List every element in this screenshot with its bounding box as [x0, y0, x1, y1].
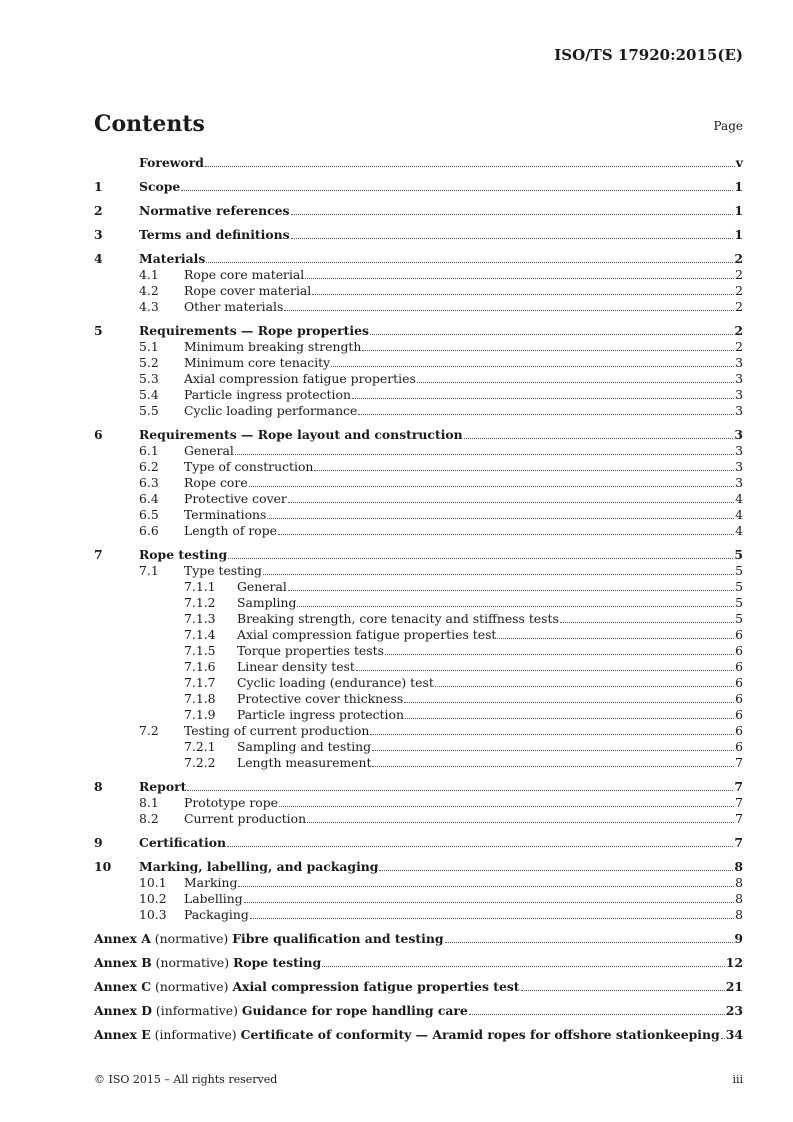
dot-leader — [362, 347, 734, 351]
annex-type: (normative) — [155, 979, 229, 994]
toc-entry-number: 6.3 — [139, 475, 159, 490]
annex-type: (normative) — [155, 955, 230, 970]
toc-entry-title: Marking — [184, 875, 238, 890]
toc-entry-page: 2 — [734, 251, 743, 266]
toc-entry-page: 2 — [734, 323, 743, 338]
toc-entry-title: Current production — [184, 811, 307, 826]
toc-entry-title: General — [184, 443, 234, 458]
toc-entry[interactable] — [94, 459, 743, 475]
dot-leader — [249, 483, 734, 487]
toc-entry-page: 3 — [735, 459, 743, 474]
dot-leader — [372, 747, 734, 751]
toc-entry-number: 8.1 — [139, 795, 159, 810]
page-column-label: Page — [713, 119, 743, 133]
toc-entry-number: 6.1 — [139, 443, 159, 458]
annex-title: Fibre qualification and testing — [232, 931, 444, 946]
dot-leader — [356, 667, 734, 671]
toc-entry[interactable] — [94, 707, 743, 723]
toc-entry-number: 5.3 — [139, 371, 159, 386]
toc-entry-title: Particle ingress protection — [184, 387, 351, 402]
toc-entry-number: 7.1.1 — [184, 579, 216, 594]
toc-entry[interactable] — [94, 611, 743, 627]
dot-leader — [244, 899, 734, 903]
annex-type: (informative) — [155, 1003, 238, 1018]
toc-entry-title: Breaking strength, core tenacity and stiffness tests — [237, 611, 559, 626]
dot-leader — [288, 499, 734, 503]
toc-entry-title: Axial compression fatigue properties — [184, 371, 416, 386]
dot-leader — [238, 883, 734, 887]
dot-leader — [370, 331, 733, 335]
dot-leader — [291, 235, 734, 239]
toc-entry-page: 6 — [735, 691, 743, 706]
dot-leader — [560, 619, 734, 623]
annex-entry[interactable] — [94, 931, 743, 947]
toc-entry[interactable] — [94, 267, 743, 283]
toc-entry-page: 1 — [734, 227, 743, 242]
toc-entry-number: 10 — [94, 859, 112, 874]
toc-entry-number: 5.4 — [139, 387, 159, 402]
dot-leader — [379, 867, 733, 871]
dot-leader — [385, 651, 734, 655]
toc-entry-number: 8 — [94, 779, 103, 794]
toc-entry[interactable] — [94, 403, 743, 419]
toc-entry[interactable] — [94, 643, 743, 659]
toc-entry-page: 5 — [735, 579, 743, 594]
toc-entry-title: Other materials — [184, 299, 284, 314]
toc-entry[interactable] — [94, 283, 743, 299]
toc-entry[interactable] — [94, 835, 743, 851]
toc-entry-page: 5 — [735, 611, 743, 626]
toc-entry-title: Prototype rope — [184, 795, 278, 810]
toc-entry-page: 2 — [735, 299, 743, 314]
dot-leader — [228, 555, 733, 559]
annex-entry[interactable] — [94, 1027, 743, 1043]
annex-entry[interactable] — [94, 955, 743, 971]
toc-entry-page: 6 — [735, 675, 743, 690]
toc-entry-title: Sampling and testing — [237, 739, 372, 754]
toc-entry[interactable] — [94, 723, 743, 739]
toc-entry-page: 6 — [735, 643, 743, 658]
toc-entry-page: 3 — [735, 443, 743, 458]
dot-leader — [497, 635, 734, 639]
toc-entry-page: 6 — [735, 739, 743, 754]
toc-entry[interactable] — [94, 659, 743, 675]
toc-entry-page: v — [735, 155, 743, 170]
toc-entry[interactable] — [94, 875, 743, 891]
toc-entry[interactable] — [94, 675, 743, 691]
toc-entry-title: Requirements — Rope layout and construction — [139, 427, 463, 442]
dot-leader — [322, 963, 725, 967]
toc-entry-title: General — [237, 579, 287, 594]
annex-page: 9 — [734, 931, 743, 946]
toc-entry[interactable] — [94, 387, 743, 403]
toc-entry[interactable] — [94, 299, 743, 315]
toc-entry[interactable] — [94, 475, 743, 491]
toc-entry[interactable] — [94, 227, 743, 243]
toc-entry[interactable] — [94, 811, 743, 827]
toc-entry-page: 7 — [735, 811, 743, 826]
annex-page: 34 — [725, 1027, 743, 1042]
dot-leader — [181, 187, 733, 191]
toc-entry-number: 7.1.3 — [184, 611, 216, 626]
annex-label: Annex E — [94, 1027, 151, 1042]
dot-leader — [187, 787, 733, 791]
toc-entry-number: 4.1 — [139, 267, 159, 282]
toc-entry-title: Particle ingress protection — [237, 707, 404, 722]
toc-entry[interactable] — [94, 891, 743, 907]
toc-entry-number: 7.1.8 — [184, 691, 216, 706]
annex-title: Certificate of conformity — Aramid ropes for offshore stationkeeping — [240, 1027, 720, 1042]
annex-page: 23 — [725, 1003, 743, 1018]
toc-entry-number: 6.5 — [139, 507, 159, 522]
toc-entry-page: 5 — [735, 595, 743, 610]
dot-leader — [279, 803, 734, 807]
toc-entry-title: Terminations — [184, 507, 267, 522]
toc-entry[interactable] — [94, 323, 743, 339]
toc-entry-number: 6.6 — [139, 523, 159, 538]
document-id: ISO/TS 17920:2015(E) — [554, 46, 743, 64]
toc-entry-title: Cyclic loading (endurance) test — [237, 675, 434, 690]
dot-leader — [250, 915, 734, 919]
dot-leader — [721, 1035, 725, 1039]
toc-entry-number: 7.1.6 — [184, 659, 216, 674]
dot-leader — [206, 259, 733, 263]
copyright-notice: © ISO 2015 – All rights reserved — [94, 1073, 278, 1086]
toc-entry-title: Torque properties tests — [237, 643, 384, 658]
toc-entry-number: 6.2 — [139, 459, 159, 474]
annex-entry[interactable] — [94, 979, 743, 995]
toc-entry-title: Foreword — [139, 155, 204, 170]
toc-entry[interactable] — [94, 907, 743, 923]
toc-entry[interactable] — [94, 427, 743, 443]
toc-entry-page: 3 — [735, 403, 743, 418]
toc-entry-number: 7.1 — [139, 563, 159, 578]
dot-leader — [267, 515, 734, 519]
toc-entry-number: 4.2 — [139, 283, 159, 298]
toc-entry-title: Rope core — [184, 475, 248, 490]
dot-leader — [445, 939, 734, 943]
toc-entry-title: Normative references — [139, 203, 290, 218]
toc-entry-number: 5.1 — [139, 339, 159, 354]
toc-entry-title: Protective cover — [184, 491, 287, 506]
toc-entry-number: 10.3 — [139, 907, 167, 922]
dot-leader — [263, 571, 734, 575]
toc-entry-title: Sampling — [237, 595, 297, 610]
toc-entry[interactable] — [94, 355, 743, 371]
toc-entry[interactable] — [94, 627, 743, 643]
toc-entry-page: 3 — [735, 475, 743, 490]
dot-leader — [297, 603, 734, 607]
toc-entry-number: 10.2 — [139, 891, 167, 906]
toc-entry-title: Length of rope — [184, 523, 278, 538]
dot-leader — [464, 435, 734, 439]
toc-entry-title: Rope core material — [184, 267, 305, 282]
toc-entry-number: 10.1 — [139, 875, 167, 890]
toc-entry-title: Packaging — [184, 907, 249, 922]
toc-entry-page: 3 — [735, 355, 743, 370]
dot-leader — [521, 987, 725, 991]
toc-entry-page: 8 — [734, 859, 743, 874]
toc-entry-number: 7.2.1 — [184, 739, 216, 754]
toc-entry-number: 9 — [94, 835, 103, 850]
toc-entry-page: 2 — [735, 267, 743, 282]
annex-type: (normative) — [154, 931, 229, 946]
toc-entry-title: Materials — [139, 251, 206, 266]
toc-entry-page: 2 — [735, 283, 743, 298]
toc-entry-title: Rope cover material — [184, 283, 312, 298]
toc-entry-page: 6 — [735, 723, 743, 738]
toc-entry-title: Testing of current production — [184, 723, 370, 738]
annex-label: Annex D — [94, 1003, 152, 1018]
toc-entry[interactable] — [94, 523, 743, 539]
toc-entry-page: 6 — [735, 627, 743, 642]
toc-entry-page: 7 — [735, 755, 743, 770]
dot-leader — [288, 587, 734, 591]
toc-entry-page: 8 — [735, 907, 743, 922]
toc-entry[interactable] — [94, 443, 743, 459]
toc-entry-page: 3 — [735, 371, 743, 386]
toc-entry-title: Type testing — [184, 563, 262, 578]
dot-leader — [227, 843, 733, 847]
toc-entry-title: Cyclic loading performance — [184, 403, 358, 418]
toc-entry[interactable] — [94, 371, 743, 387]
annex-type: (informative) — [154, 1027, 237, 1042]
toc-entry[interactable] — [94, 155, 743, 171]
toc-entry-page: 4 — [735, 507, 743, 522]
toc-entry-title: Scope — [139, 179, 181, 194]
toc-entry[interactable] — [94, 203, 743, 219]
toc-entry[interactable] — [94, 739, 743, 755]
toc-entry-number: 5 — [94, 323, 103, 338]
toc-entry-page: 7 — [734, 835, 743, 850]
toc-entry-number: 6 — [94, 427, 103, 442]
annex-title: Rope testing — [233, 955, 322, 970]
toc-entry[interactable] — [94, 691, 743, 707]
dot-leader — [352, 395, 734, 399]
dot-leader — [284, 307, 734, 311]
toc-entry-page: 4 — [735, 491, 743, 506]
toc-entry-title: Axial compression fatigue properties test — [237, 627, 497, 642]
toc-entry-number: 6.4 — [139, 491, 159, 506]
toc-entry-page: 7 — [735, 795, 743, 810]
toc-entry-number: 7.1.7 — [184, 675, 216, 690]
toc-entry-title: Length measurement — [237, 755, 372, 770]
dot-leader — [404, 699, 734, 703]
toc-entry-page: 5 — [735, 563, 743, 578]
dot-leader — [358, 411, 734, 415]
dot-leader — [417, 379, 734, 383]
dot-leader — [312, 291, 734, 295]
toc-entry[interactable] — [94, 547, 743, 563]
toc-entry-title: Minimum breaking strength — [184, 339, 362, 354]
annex-label: Annex A — [94, 931, 151, 946]
toc-entry-title: Marking, labelling, and packaging — [139, 859, 379, 874]
toc-entry-number: 5.5 — [139, 403, 159, 418]
toc-entry-page: 6 — [735, 707, 743, 722]
toc-entry-number: 8.2 — [139, 811, 159, 826]
toc-entry-page: 3 — [734, 427, 743, 442]
toc-entry[interactable] — [94, 563, 743, 579]
toc-entry-title: Protective cover thickness — [237, 691, 404, 706]
dot-leader — [370, 731, 734, 735]
toc-entry[interactable] — [94, 251, 743, 267]
toc-entry[interactable] — [94, 179, 743, 195]
dot-leader — [469, 1011, 725, 1015]
toc-entry[interactable] — [94, 795, 743, 811]
dot-leader — [314, 467, 734, 471]
toc-entry-number: 1 — [94, 179, 103, 194]
dot-leader — [278, 531, 734, 535]
toc-entry-title: Minimum core tenacity — [184, 355, 331, 370]
dot-leader — [291, 211, 734, 215]
toc-entry-title: Labelling — [184, 891, 243, 906]
toc-entry-title: Report — [139, 779, 187, 794]
toc-entry-title: Type of construction — [184, 459, 314, 474]
annex-title: Axial compression fatigue properties test — [232, 979, 520, 994]
toc-entry[interactable] — [94, 859, 743, 875]
dot-leader — [372, 763, 734, 767]
toc-entry-number: 7.1.2 — [184, 595, 216, 610]
toc-entry-number: 7.1.5 — [184, 643, 216, 658]
toc-entry-page: 1 — [734, 179, 743, 194]
toc-entry-number: 7.2 — [139, 723, 159, 738]
toc-entry[interactable] — [94, 507, 743, 523]
toc-entry-page: 7 — [734, 779, 743, 794]
annex-title: Guidance for rope handling care — [241, 1003, 468, 1018]
annex-label: Annex B — [94, 955, 152, 970]
toc-entry-page: 1 — [734, 203, 743, 218]
toc-entry-number: 5.2 — [139, 355, 159, 370]
toc-entry-number: 7.2.2 — [184, 755, 216, 770]
toc-entry[interactable] — [94, 339, 743, 355]
toc-entry-number: 7.1.9 — [184, 707, 216, 722]
page-number: iii — [732, 1073, 743, 1086]
toc-entry[interactable] — [94, 491, 743, 507]
dot-leader — [331, 363, 734, 367]
toc-entry-page: 2 — [735, 339, 743, 354]
dot-leader — [205, 163, 735, 167]
toc-entry[interactable] — [94, 595, 743, 611]
toc-entry-page: 6 — [735, 659, 743, 674]
annex-entry[interactable] — [94, 1003, 743, 1019]
toc-entry-number: 2 — [94, 203, 103, 218]
toc-entry-number: 3 — [94, 227, 103, 242]
toc-entry-title: Terms and definitions — [139, 227, 290, 242]
toc-entry-page: 8 — [735, 875, 743, 890]
toc-entry-title: Rope testing — [139, 547, 228, 562]
toc-entry-page: 5 — [734, 547, 743, 562]
toc-entry[interactable] — [94, 779, 743, 795]
toc-entry-page: 3 — [735, 387, 743, 402]
annex-page: 12 — [725, 955, 743, 970]
toc-entry[interactable] — [94, 579, 743, 595]
dot-leader — [435, 683, 734, 687]
toc-entry-number: 4.3 — [139, 299, 159, 314]
dot-leader — [307, 819, 734, 823]
dot-leader — [405, 715, 734, 719]
annex-page: 21 — [725, 979, 743, 994]
toc-entry-number: 4 — [94, 251, 103, 266]
dot-leader — [235, 451, 734, 455]
page-title: Contents — [94, 111, 205, 137]
toc-entry-number: 7.1.4 — [184, 627, 216, 642]
toc-entry-page: 4 — [735, 523, 743, 538]
toc-entry-title: Linear density test — [237, 659, 355, 674]
annex-label: Annex C — [94, 979, 152, 994]
toc-entry-number: 7 — [94, 547, 103, 562]
toc-entry-title: Requirements — Rope properties — [139, 323, 369, 338]
toc-entry-page: 8 — [735, 891, 743, 906]
table-of-contents — [94, 155, 743, 1043]
dot-leader — [305, 275, 734, 279]
toc-entry[interactable] — [94, 755, 743, 771]
toc-entry-title: Certification — [139, 835, 226, 850]
